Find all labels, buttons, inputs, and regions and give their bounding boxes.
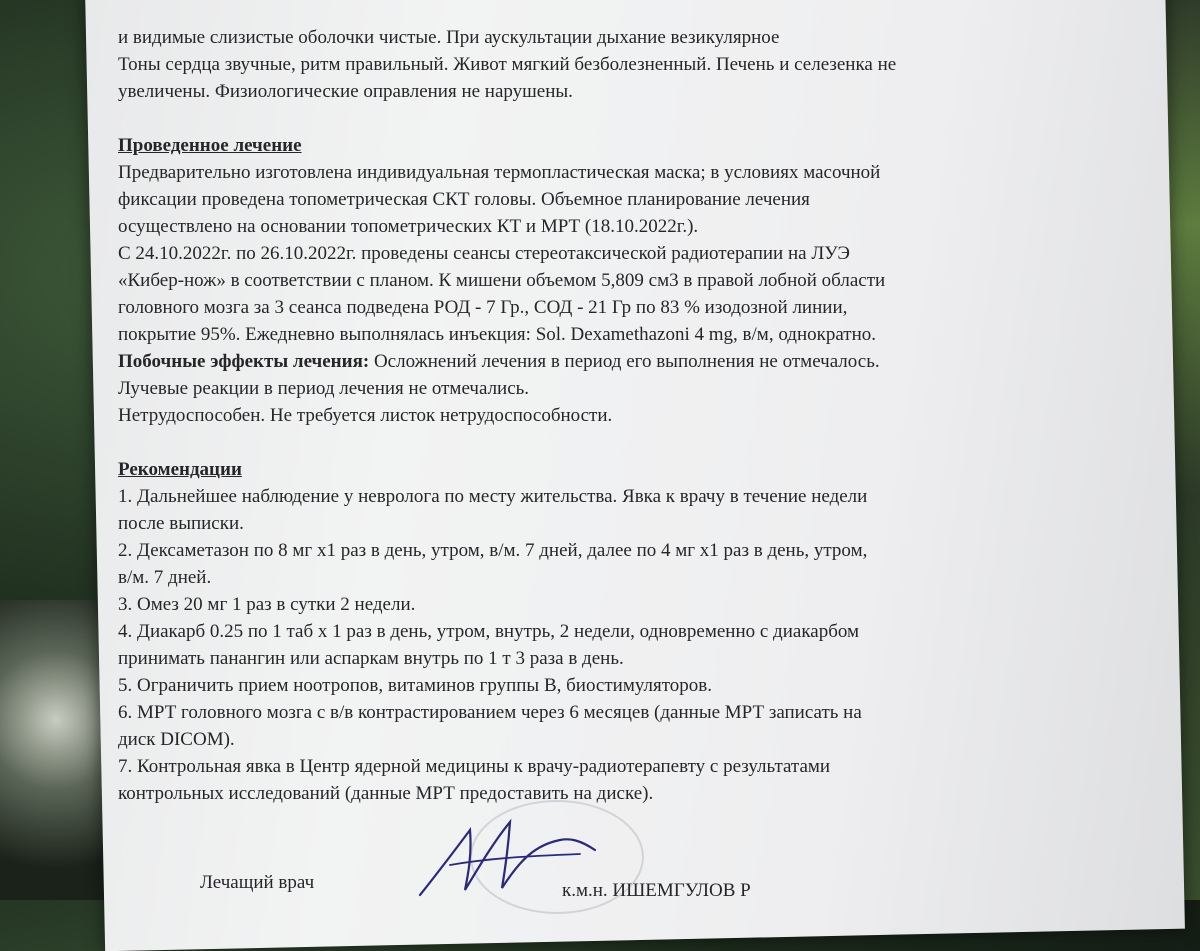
treatment-line: головного мозга за 3 сеанса подведена РОД - 7 Гр., СОД - 21 Гр по 83 % изодозной линии, <box>118 297 848 318</box>
treatment-line: фиксации проведена топометрическая СКТ головы. Объемное планирование лечения <box>118 189 810 210</box>
recommendation-line: 2. Дексаметазон по 8 мг х1 раз в день, утром, в/м. 7 дней, далее по 4 мг х1 раз в день, утром, <box>118 540 868 561</box>
recommendations-title: Рекомендации <box>118 459 242 480</box>
treatment-line: осуществлено на основании топометрических КТ и МРТ (18.10.2022г.). <box>118 216 699 237</box>
recommendation-line: после выписки. <box>118 513 244 534</box>
side-effects-line: Лучевые реакции в период лечения не отмечались. <box>118 378 530 399</box>
treatment-title: Проведенное лечение <box>118 135 302 156</box>
side-effects-line <box>118 348 1078 375</box>
spacer <box>118 105 1078 132</box>
treatment-line: покрытие 95%. Ежедневно выполнялась инъекция: Sol. Dexamethazoni 4 mg, в/м, однократно. <box>118 324 877 345</box>
recommendation-line: 3. Омез 20 мг 1 раз в сутки 2 недели. <box>118 594 416 615</box>
doctor-name: к.м.н. ИШЕМГУЛОВ Р <box>562 880 751 901</box>
recommendation-line: контрольных исследований (данные МРТ предоставить на диске). <box>118 783 654 804</box>
doctor-label: Лечащий врач <box>200 872 315 893</box>
recommendation-line: 6. МРТ головного мозга с в/в контрастированием через 6 месяцев (данные МРТ записать на <box>118 702 862 723</box>
side-effects-line: Нетрудоспособен. Не требуется листок нетрудоспособности. <box>118 405 613 426</box>
document-content <box>118 24 1078 807</box>
side-effects-text: Осложнений лечения в период его выполнения не отмечалось. <box>369 351 880 372</box>
treatment-line: «Кибер-нож» в соответствии с планом. К мишени объемом 5,809 см3 в правой лобной области <box>118 270 886 291</box>
exam-line: и видимые слизистые оболочки чистые. При аускультации дыхание везикулярное <box>118 27 780 48</box>
treatment-line: Предварительно изготовлена индивидуальная термопластическая маска; в условиях масочной <box>118 162 881 183</box>
spacer <box>118 429 1078 456</box>
recommendation-line: 4. Диакарб 0.25 по 1 таб х 1 раз в день, утром, внутрь, 2 недели, одновременно с диакарбом <box>118 621 860 642</box>
exam-line: Тоны сердца звучные, ритм правильный. Живот мягкий безболезненный. Печень и селезенка не <box>118 54 897 75</box>
exam-line: увеличены. Физиологические оправления не нарушены. <box>118 81 573 102</box>
recommendation-line: 5. Ограничить прием ноотропов, витаминов группы В, биостимуляторов. <box>118 675 713 696</box>
recommendation-line: принимать панангин или аспаркам внутрь по 1 т 3 раза в день. <box>118 648 624 669</box>
recommendation-line: в/м. 7 дней. <box>118 567 212 588</box>
treatment-line: С 24.10.2022г. по 26.10.2022г. проведены сеансы стереотаксической радиотерапии на ЛУЭ <box>118 243 850 264</box>
recommendation-line: диск DICOM). <box>118 729 235 750</box>
recommendation-line: 1. Дальнейшее наблюдение у невролога по месту жительства. Явка к врачу в течение недели <box>118 486 868 507</box>
side-effects-label: Побочные эффекты лечения: <box>118 351 370 372</box>
recommendation-line: 7. Контрольная явка в Центр ядерной медицины к врачу-радиотерапевту с результатами <box>118 756 831 777</box>
